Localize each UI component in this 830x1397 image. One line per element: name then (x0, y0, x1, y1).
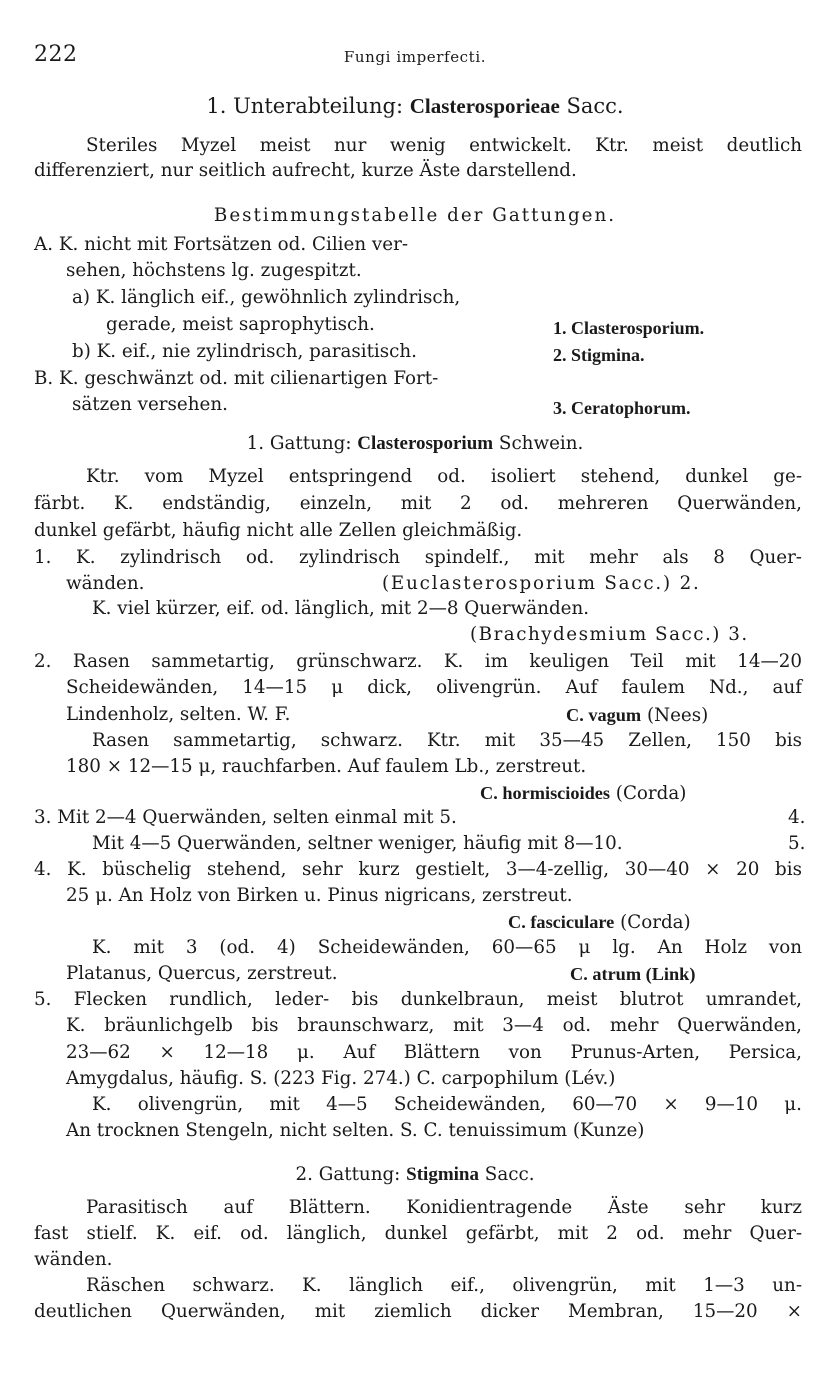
key-entry-line: Mit 4—5 Querwänden, seltner weniger, häufig mit 8—10. (92, 833, 623, 854)
species-author: (Nees) (641, 705, 709, 726)
key-entry-line: 25 μ. An Holz von Birken u. Pinus nigricans, zerstreut. (66, 885, 573, 906)
key-entry-line: 5. Flecken rundlich, leder- bis dunkelbraun, meist blutrot umrandet, (34, 989, 802, 1010)
key-line-a-sub-b: b) K. eif., nie zylindrisch, parasitisch. (72, 341, 417, 362)
key-entry-line: wänden. (66, 573, 145, 594)
genus-heading-author: Schwein. (493, 433, 584, 454)
key-entry-line: An trocknen Stengeln, nicht selten. S. C. tenuissimum (Kunze) (66, 1120, 645, 1141)
key-entry-line: Platanus, Quercus, zerstreut. (66, 963, 338, 984)
key-entry-line: 2. Rasen sammetartig, grünschwarz. K. im keuligen Teil mit 14—20 (34, 651, 802, 672)
genus-desc-line: färbt. K. endständig, einzeln, mit 2 od. mehreren Querwänden, (34, 493, 802, 514)
section-intro-line: Steriles Myzel meist nur wenig entwickelt. Ktr. meist deutlich (86, 135, 802, 156)
running-header: Fungi imperfecti. (343, 48, 487, 66)
species-author: (Corda) (614, 912, 691, 933)
key-entry-line: Amygdalus, häufig. S. (223 Fig. 274.) C. carpophilum (Lév.) (66, 1068, 616, 1089)
key-entry-line: 23—62 × 12—18 μ. Auf Blättern von Prunus-Arten, Persica, (66, 1042, 802, 1063)
key-line-a-sub-a: gerade, meist saprophytisch. (106, 314, 375, 335)
section-heading-prefix: 1. Unterabteilung: (206, 94, 410, 118)
key-entry-line: 1. K. zylindrisch od. zylindrisch spindelf., mit mehr als 8 Quer- (34, 547, 802, 568)
genus-heading-name: Stigmina (406, 1164, 479, 1185)
key-entry-line: K. mit 3 (od. 4) Scheidewänden, 60—65 μ lg. An Holz von (92, 937, 802, 958)
section-heading-author: Sacc. (559, 94, 624, 118)
key-entry-line: Rasen sammetartig, schwarz. Ktr. mit 35—45 Zellen, 150 bis (92, 730, 802, 751)
genus-desc-line: wänden. (34, 1249, 113, 1270)
species-name (480, 781, 686, 806)
genus-heading-author: Sacc. (479, 1164, 535, 1185)
key-entry-line: 180 × 12—15 μ, rauchfarben. Auf faulem Lb., zerstreut. (66, 756, 587, 777)
key-line-b: sätzen versehen. (72, 394, 228, 415)
page-number: 222 (34, 42, 78, 67)
genus-heading-name: Clasterosporium (357, 433, 494, 454)
key-entry-line: 4. K. büschelig stehend, sehr kurz gestielt, 3—4-zellig, 30—40 × 20 bis (34, 859, 802, 880)
key-entry-line: K. bräunlichgelb bis braunschwarz, mit 3—4 od. mehr Querwänden, (66, 1015, 802, 1036)
species-author: (Corda) (610, 783, 687, 804)
key-entry-ref: (Euclasterosporium Sacc.) 2. (382, 573, 701, 594)
genus-heading (0, 1163, 830, 1187)
species-name-text: C. hormiscioides (480, 783, 610, 803)
genus-desc-line: fast stielf. K. eif. od. länglich, dunkel gefärbt, mit 2 od. mehr Quer- (34, 1223, 802, 1244)
section-intro-line: differenziert, nur seitlich aufrecht, kurze Äste darstellend. (34, 160, 577, 181)
genus-desc-line: deutlichen Querwänden, mit ziemlich dicker Membran, 15—20 × (34, 1301, 802, 1322)
genus-heading-prefix: 1. Gattung: (246, 433, 358, 454)
key-line-a: A. K. nicht mit Fortsätzen od. Cilien ver- (34, 234, 408, 255)
key-entry-line: K. olivengrün, mit 4—5 Scheidewänden, 60—70 × 9—10 μ. (92, 1094, 802, 1115)
genus-heading (0, 432, 830, 456)
key-entry-ref: 4. (788, 807, 806, 828)
genus-desc-line: Räschen schwarz. K. länglich eif., olivengrün, mit 1—3 un- (86, 1275, 802, 1296)
genus-desc-line: Parasitisch auf Blättern. Konidientragende Äste sehr kurz (86, 1197, 802, 1218)
key-line-b: B. K. geschwänzt od. mit cilienartigen Fort- (34, 368, 439, 389)
section-heading-name: Clasterosporieae (409, 94, 560, 118)
species-name: C. atrum (Link) (570, 964, 696, 984)
key-table-title: Bestimmungstabelle der Gattungen. (213, 205, 617, 226)
genus-desc-line: dunkel gefärbt, häufig nicht alle Zellen gleichmäßig. (34, 520, 523, 541)
key-result-genus: 1. Clasterosporium. (553, 318, 705, 338)
genus-heading-prefix: 2. Gattung: (295, 1164, 407, 1185)
species-name-text: C. vagum (566, 705, 642, 725)
species-name-text: C. fasciculare (508, 912, 615, 932)
section-heading (0, 94, 830, 119)
key-result-genus: 2. Stigmina. (553, 345, 645, 365)
genus-desc-line: Ktr. vom Myzel entspringend od. isoliert stehend, dunkel ge- (86, 466, 802, 487)
key-entry-line: Lindenholz, selten. W. F. (66, 704, 291, 725)
key-entry-ref: 5. (788, 833, 806, 854)
species-name (566, 703, 708, 728)
key-entry-line: 3. Mit 2—4 Querwänden, selten einmal mit 5. (34, 807, 457, 828)
key-result-genus: 3. Ceratophorum. (553, 398, 691, 418)
key-line-a: sehen, höchstens lg. zugespitzt. (66, 260, 362, 281)
key-entry-line: Scheidewänden, 14—15 μ dick, olivengrün. Auf faulem Nd., auf (66, 677, 802, 698)
key-line-a-sub-a: a) K. länglich eif., gewöhnlich zylindrisch, (72, 287, 461, 308)
key-entry-line: K. viel kürzer, eif. od. länglich, mit 2—8 Querwänden. (92, 598, 590, 619)
species-name (508, 910, 691, 935)
key-entry-ref: (Brachydesmium Sacc.) 3. (470, 624, 749, 645)
